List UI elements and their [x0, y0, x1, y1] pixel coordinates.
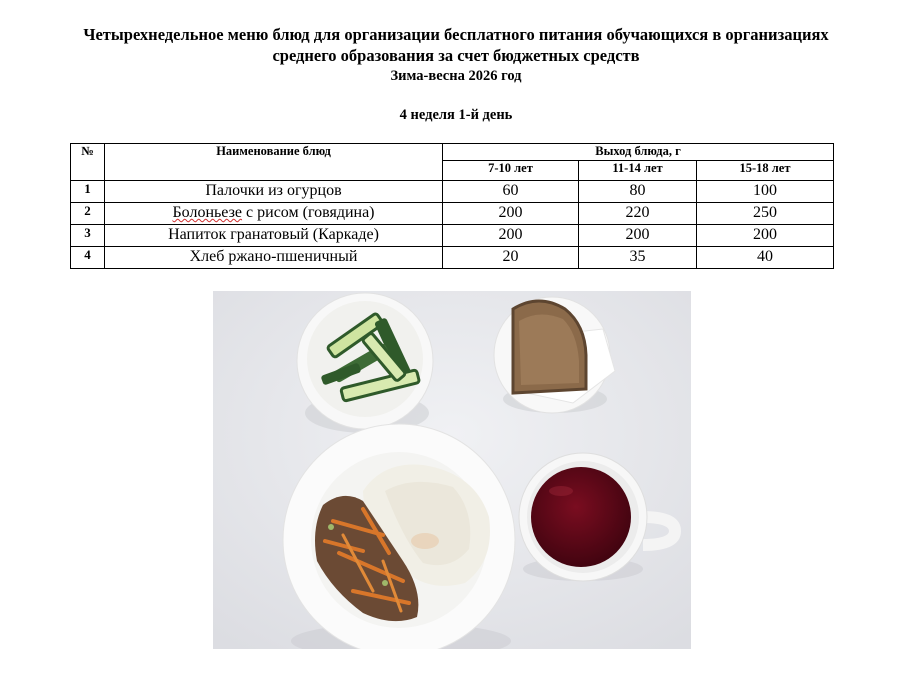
row-value-age-3: 200 — [697, 225, 834, 247]
header-num: № — [71, 144, 105, 181]
row-value-age-2: 80 — [579, 181, 697, 203]
document-title — [0, 24, 912, 66]
row-value-age-1: 200 — [443, 225, 579, 247]
dish-name-rest: с рисом (говядина) — [242, 204, 375, 221]
row-num: 1 — [71, 181, 105, 203]
row-dish-name: Хлеб ржано-пшеничный — [105, 247, 443, 269]
title-line-1: Четырехнедельное меню блюд для организации бесплатного питания обучающихся в организациях — [83, 25, 829, 44]
row-value-age-1: 60 — [443, 181, 579, 203]
table-row — [71, 247, 834, 269]
header-age-3: 15-18 лет — [697, 161, 834, 181]
row-value-age-3: 250 — [697, 203, 834, 225]
header-dish-name: Наименование блюд — [105, 144, 443, 181]
row-value-age-3: 100 — [697, 181, 834, 203]
row-value-age-2: 220 — [579, 203, 697, 225]
spellcheck-word: Болоньезе — [172, 204, 243, 221]
row-dish-name: Напиток гранатовый (Каркаде) — [105, 225, 443, 247]
row-value-age-3: 40 — [697, 247, 834, 269]
row-value-age-1: 20 — [443, 247, 579, 269]
day-label: 4 неделя 1-й день — [399, 107, 513, 123]
table-header-row — [71, 144, 834, 161]
row-value-age-2: 35 — [579, 247, 697, 269]
row-dish-name: Палочки из огурцов — [105, 181, 443, 203]
table-row — [71, 181, 834, 203]
header-output: Выход блюда, г — [443, 144, 834, 161]
title-line-2: среднего образования за счет бюджетных средств — [272, 46, 640, 65]
drink-liquid — [531, 467, 631, 567]
row-num: 2 — [71, 203, 105, 225]
row-value-age-1: 200 — [443, 203, 579, 225]
table-row — [71, 225, 834, 247]
row-num: 4 — [71, 247, 105, 269]
row-num: 3 — [71, 225, 105, 247]
header-age-2: 11-14 лет — [579, 161, 697, 181]
meal-photo — [213, 291, 691, 649]
season-label: Зима-весна 2026 год — [390, 68, 522, 84]
pasta-plate — [283, 424, 515, 649]
cucumber-bowl — [297, 293, 433, 433]
row-dish-name — [105, 203, 443, 225]
meal-photo-drawing — [213, 291, 691, 649]
header-age-1: 7-10 лет — [443, 161, 579, 181]
menu-table — [70, 143, 834, 269]
table-row — [71, 203, 834, 225]
row-value-age-2: 200 — [579, 225, 697, 247]
